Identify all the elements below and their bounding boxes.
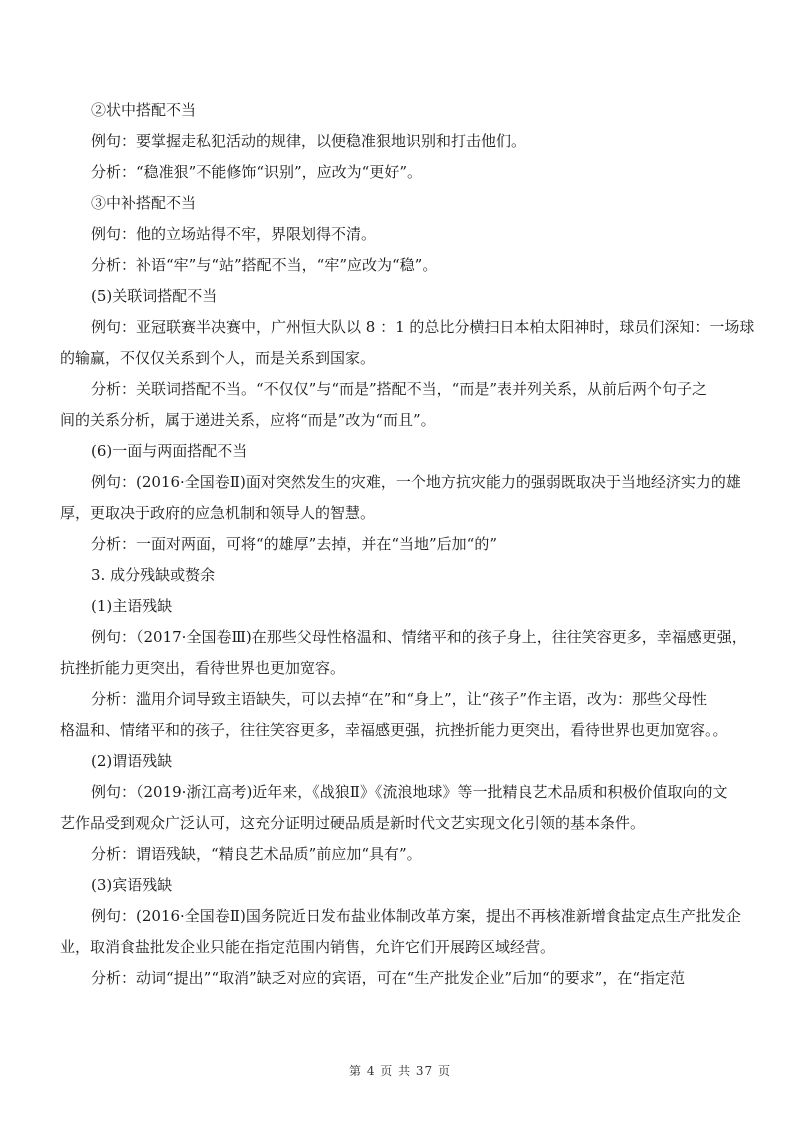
text-line: ②状中搭配不当 <box>91 101 197 119</box>
text-line: ③中补搭配不当 <box>91 194 197 212</box>
document-body <box>60 95 755 994</box>
text-line: (1)主语残缺 <box>91 597 173 615</box>
text-line: (2)谓语残缺 <box>91 752 173 770</box>
text-line: (5)关联词搭配不当 <box>91 287 218 305</box>
text-line: 例句：亚冠联赛半决赛中，广州恒大队以 8 ：1 的总比分横扫日本柏太阳神时，球员们深知：一场球 <box>91 318 755 336</box>
text-line: 例句：(2016·全国卷Ⅱ)国务院近日发布盐业体制改革方案，提出不再核准新增食盐定点生产批发企 <box>91 907 741 925</box>
text-line: (6)一面与两面搭配不当 <box>91 442 248 460</box>
text-line: 业，取消食盐批发企业只能在指定范围内销售，允许它们开展跨区域经营。 <box>60 938 556 956</box>
text-line: 分析：动词“提出”“取消”缺乏对应的宾语，可在“生产批发企业”后加“的要求”，在“指定范 <box>91 969 686 987</box>
text-line: 艺作品受到观众广泛认可，这充分证明过硬品质是新时代文艺实现文化引领的基本条件。 <box>60 814 646 832</box>
text-line: 分析：补语“牢”与“站”搭配不当，“牢”应改为“稳”。 <box>91 256 438 274</box>
text-line: 例句：(2016·全国卷Ⅱ)面对突然发生的灾难，一个地方抗灾能力的强弱既取决于当地经济实力的雄 <box>91 473 741 491</box>
text-line: 厚，更取决于政府的应急机制和领导人的智慧。 <box>60 504 376 522</box>
text-line: 例句：（2017·全国卷Ⅲ)在那些父母性格温和、情绪平和的孩子身上，往往笑容更多，幸福感更强， <box>91 628 747 646</box>
text-line: 分析：一面对两面，可将“的雄厚”去掉，并在“当地”后加“的” <box>91 535 498 553</box>
text-line: 间的关系分析，属于递进关系，应将“而是”改为“而且”。 <box>60 411 436 429</box>
text-line: 例句：要掌握走私犯活动的规律，以便稳准狠地识别和打击他们。 <box>91 132 527 150</box>
text-line: 例句：他的立场站得不牢，界限划得不清。 <box>91 225 377 243</box>
text-line: 分析：“稳准狠”不能修饰“识别”，应改为“更好”。 <box>91 163 423 181</box>
text-line: 3. 成分残缺或赘余 <box>91 566 216 584</box>
page-footer: 第 4 页 共 37 页 <box>349 1064 451 1078</box>
text-line: 分析：谓语残缺，“精良艺术品质”前应加“具有”。 <box>91 845 422 863</box>
text-line: 分析：关联词搭配不当。“不仅仅”与“而是”搭配不当，“而是”表并列关系，从前后两个句子之 <box>91 380 708 398</box>
text-line: 格温和、情绪平和的孩子，往往笑容更多，幸福感更强，抗挫折能力更突出，看待世界也更加宽容。。 <box>60 721 728 739</box>
text-line: (3)宾语残缺 <box>91 876 173 894</box>
text-line: 的输赢，不仅仅关系到个人，而是关系到国家。 <box>60 349 376 367</box>
text-line: 抗挫折能力更突出，看待世界也更加宽容。 <box>60 659 346 677</box>
text-line: 例句：（2019·浙江高考)近年来，《战狼Ⅱ》《流浪地球》等一批精良艺术品质和积极价值取向的文 <box>91 783 728 801</box>
text-line: 分析：滥用介词导致主语缺失，可以去掉“在”和“身上”，让“孩子”作主语，改为：那些父母性 <box>91 690 708 708</box>
